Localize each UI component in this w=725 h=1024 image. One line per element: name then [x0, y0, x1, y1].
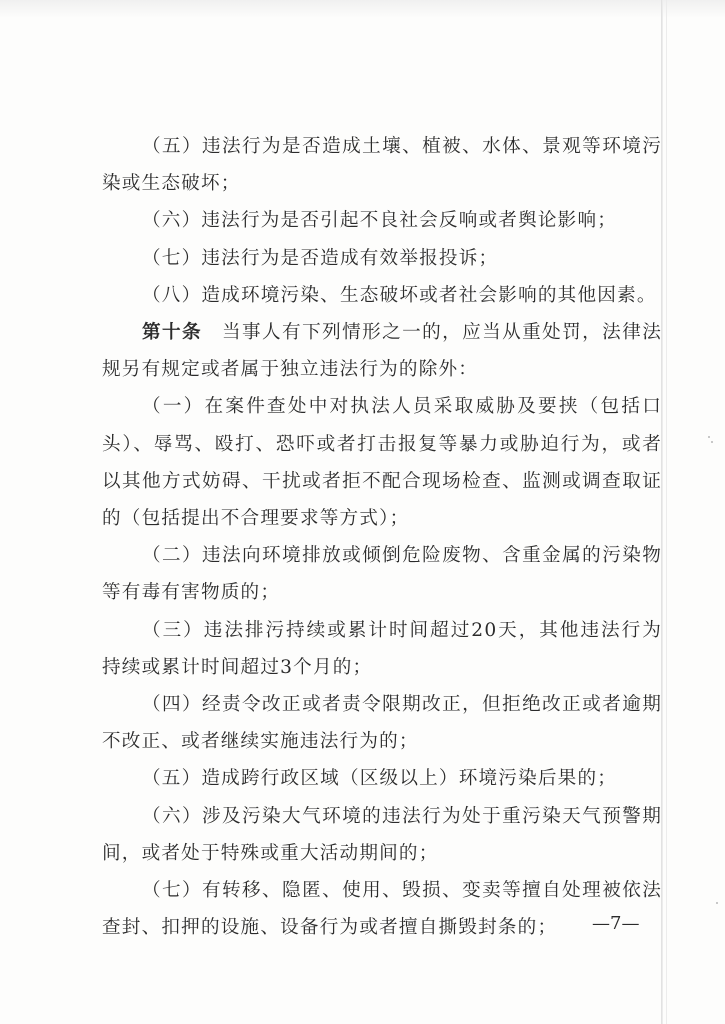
article-heading: 第十条 [142, 322, 203, 344]
list-item [102, 872, 662, 946]
list-item [102, 277, 662, 314]
paragraph-text: （八）造成环境污染、生态破坏或者社会影响的其他因素。 [142, 284, 657, 306]
paragraph-text: （六）违法行为是否引起不良社会反响或者舆论影响； [142, 210, 618, 232]
list-item [102, 202, 662, 239]
paragraph-text: （七）有转移、隐匿、使用、毁损、变卖等擅自处理被依法查封、扣押的设施、设备行为或者擅自撕毁封条的； [102, 880, 662, 939]
paragraph-text: （三）违法排污持续或累计时间超过20天，其他违法行为持续或累计时间超过3个月的； [102, 619, 662, 678]
paragraph-text: （一）在案件查处中对执法人员采取威胁及要挟（包括口头）、辱骂、殴打、恐吓或者打击报复等暴力或胁迫行为，或者以其他方式妨碍、干扰或者拒不配合现场检查、监测或调查取证的（包括提出不合理要求等方式）； [102, 396, 662, 530]
page-number: —7— [592, 913, 640, 934]
paragraph-text: （二）违法向环境排放或倾倒危险废物、含重金属的污染物等有毒有害物质的； [102, 545, 662, 604]
list-item [102, 760, 662, 797]
document-body [102, 128, 662, 946]
list-item [102, 388, 662, 537]
paragraph-text: （五）造成跨行政区域（区级以上）环境污染后果的； [142, 768, 618, 790]
list-item [102, 240, 662, 277]
paragraph-text: （七）违法行为是否造成有效举报投诉； [142, 247, 499, 269]
list-item [102, 612, 662, 686]
scan-shadow-top [0, 0, 725, 18]
list-item [102, 537, 662, 611]
scan-speck [716, 902, 718, 904]
scan-speck [708, 436, 710, 438]
article-paragraph [102, 314, 662, 388]
list-item [102, 686, 662, 760]
paragraph-text: （四）经责令改正或者责令限期改正，但拒绝改正或者逾期不改正、或者继续实施违法行为的； [102, 694, 662, 753]
scan-speck [711, 441, 713, 443]
scan-edge-line-secondary [666, 0, 667, 1024]
paragraph-text: 当事人有下列情形之一的，应当从重处罚，法律法规另有规定或者属于独立违法行为的除外： [102, 322, 662, 381]
list-item [102, 798, 662, 872]
paragraph-text: （六）涉及污染大气环境的违法行为处于重污染天气预警期间，或者处于特殊或重大活动期间的； [102, 805, 662, 864]
list-item [102, 128, 662, 202]
paragraph-text: （五）违法行为是否造成土壤、植被、水体、景观等环境污染或生态破坏； [102, 136, 662, 195]
